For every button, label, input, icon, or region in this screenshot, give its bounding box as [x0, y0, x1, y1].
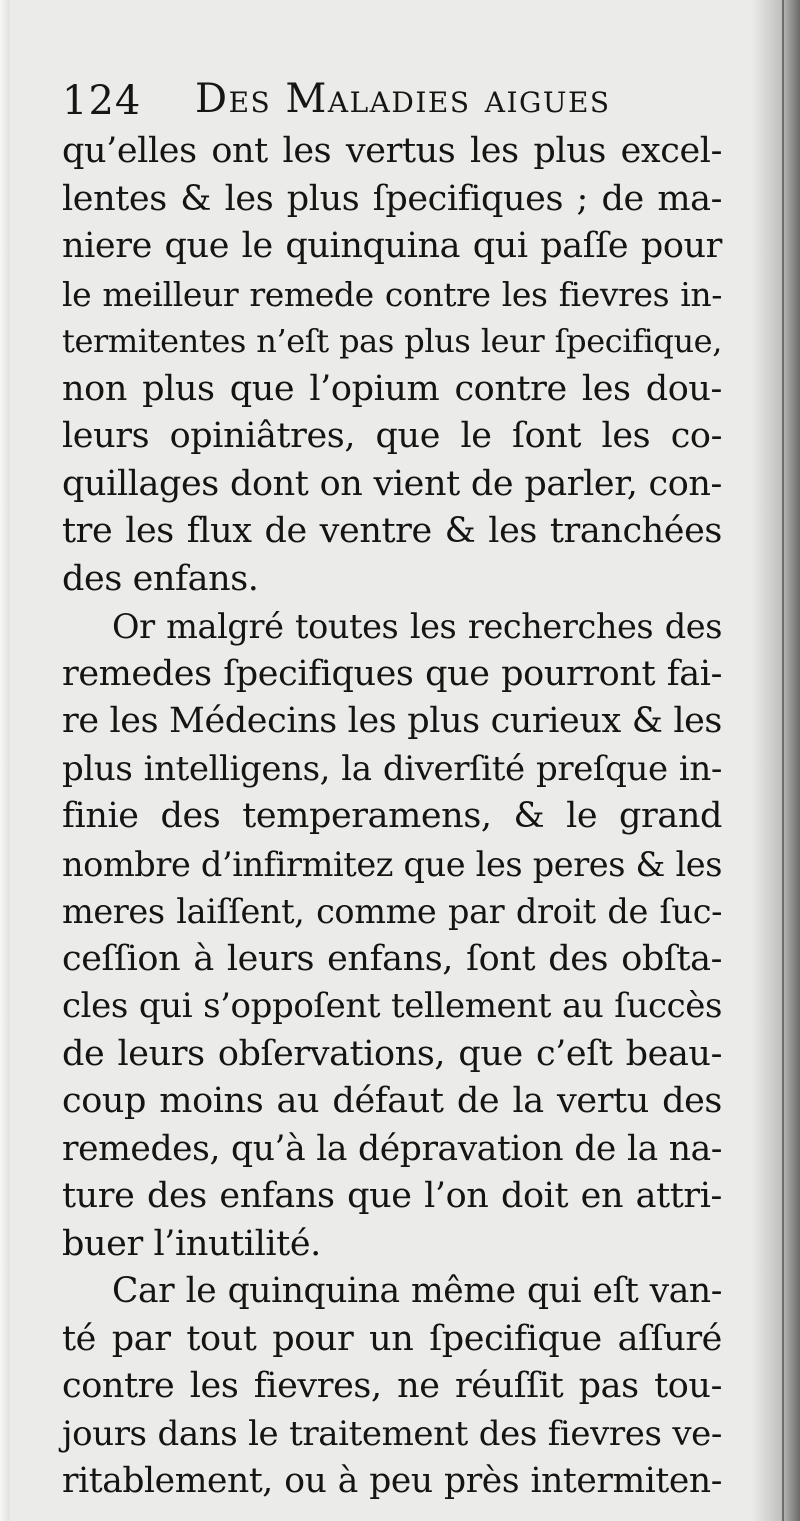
- text-line: le meilleur remede contre les fievres in-: [62, 274, 722, 314]
- text-line: ture des enfans que l’on doit en attri-: [62, 1176, 722, 1216]
- body-text: [62, 128, 722, 1506]
- text-line: tre les flux de ventre & les tranchées: [62, 511, 722, 551]
- running-header: [62, 72, 722, 132]
- text-line: remedes, qu’à la dépravation de la na-: [62, 1128, 722, 1169]
- text-line: meres laiſſent, comme par droit de ſuc-: [62, 892, 722, 931]
- text-line: contre les fievres, ne réuſſit pas tou-: [62, 1366, 722, 1406]
- text-line: leurs opiniâtres, que le ſont les co-: [62, 416, 722, 456]
- text-line: niere que le quinquina qui paſſe pour: [62, 226, 722, 266]
- text-line: non plus que l’opium contre les dou-: [62, 368, 722, 409]
- text-line: remedes ſpecifiques que pourront fai-: [62, 653, 722, 694]
- page-edge-line: [782, 0, 784, 1521]
- text-line: termitentes n’eſt pas plus leur ſpecifique,: [62, 322, 722, 360]
- text-line: ritablement, ou à peu près intermiten-: [62, 1461, 722, 1501]
- text-line: quillages dont on vient de parler, con-: [62, 463, 722, 504]
- text-line: nombre d’infirmitez que les peres & les: [62, 844, 722, 884]
- text-line: re les Médecins les plus curieux & les: [62, 701, 722, 741]
- text-line: té par tout pour un ſpecifique aſſuré: [62, 1318, 722, 1359]
- text-line: coup moins au défaut de la vertu des: [62, 1081, 722, 1121]
- text-line: jours dans le traitement des fievres ve-: [62, 1413, 722, 1454]
- text-line: Or malgré toutes les recherches des: [112, 607, 722, 646]
- text-line: finie des temperamens, & le grand: [62, 796, 722, 836]
- text-line: buer l’inutilité.: [62, 1223, 321, 1264]
- page-number: 124: [62, 78, 142, 124]
- text-line: lentes & les plus ſpecifiques ; de ma-: [62, 178, 722, 219]
- binding-shadow: [752, 0, 800, 1521]
- text-line: ceſſion à leurs enfans, ſont des obſta-: [62, 938, 722, 979]
- text-line: de leurs obſervations, que c’eſt beau-: [62, 1033, 722, 1074]
- running-title: Des Maladies aigues: [195, 76, 611, 122]
- text-line: des enfans.: [62, 558, 259, 599]
- text-line: plus intelligens, la diverſité preſque in-: [62, 748, 722, 789]
- text-line: cles qui s’oppoſent tellement au ſuccès: [62, 986, 722, 1026]
- text-line: Car le quinquina même qui eſt van-: [112, 1271, 722, 1311]
- text-line: qu’elles ont les vertus les plus excel-: [62, 131, 722, 171]
